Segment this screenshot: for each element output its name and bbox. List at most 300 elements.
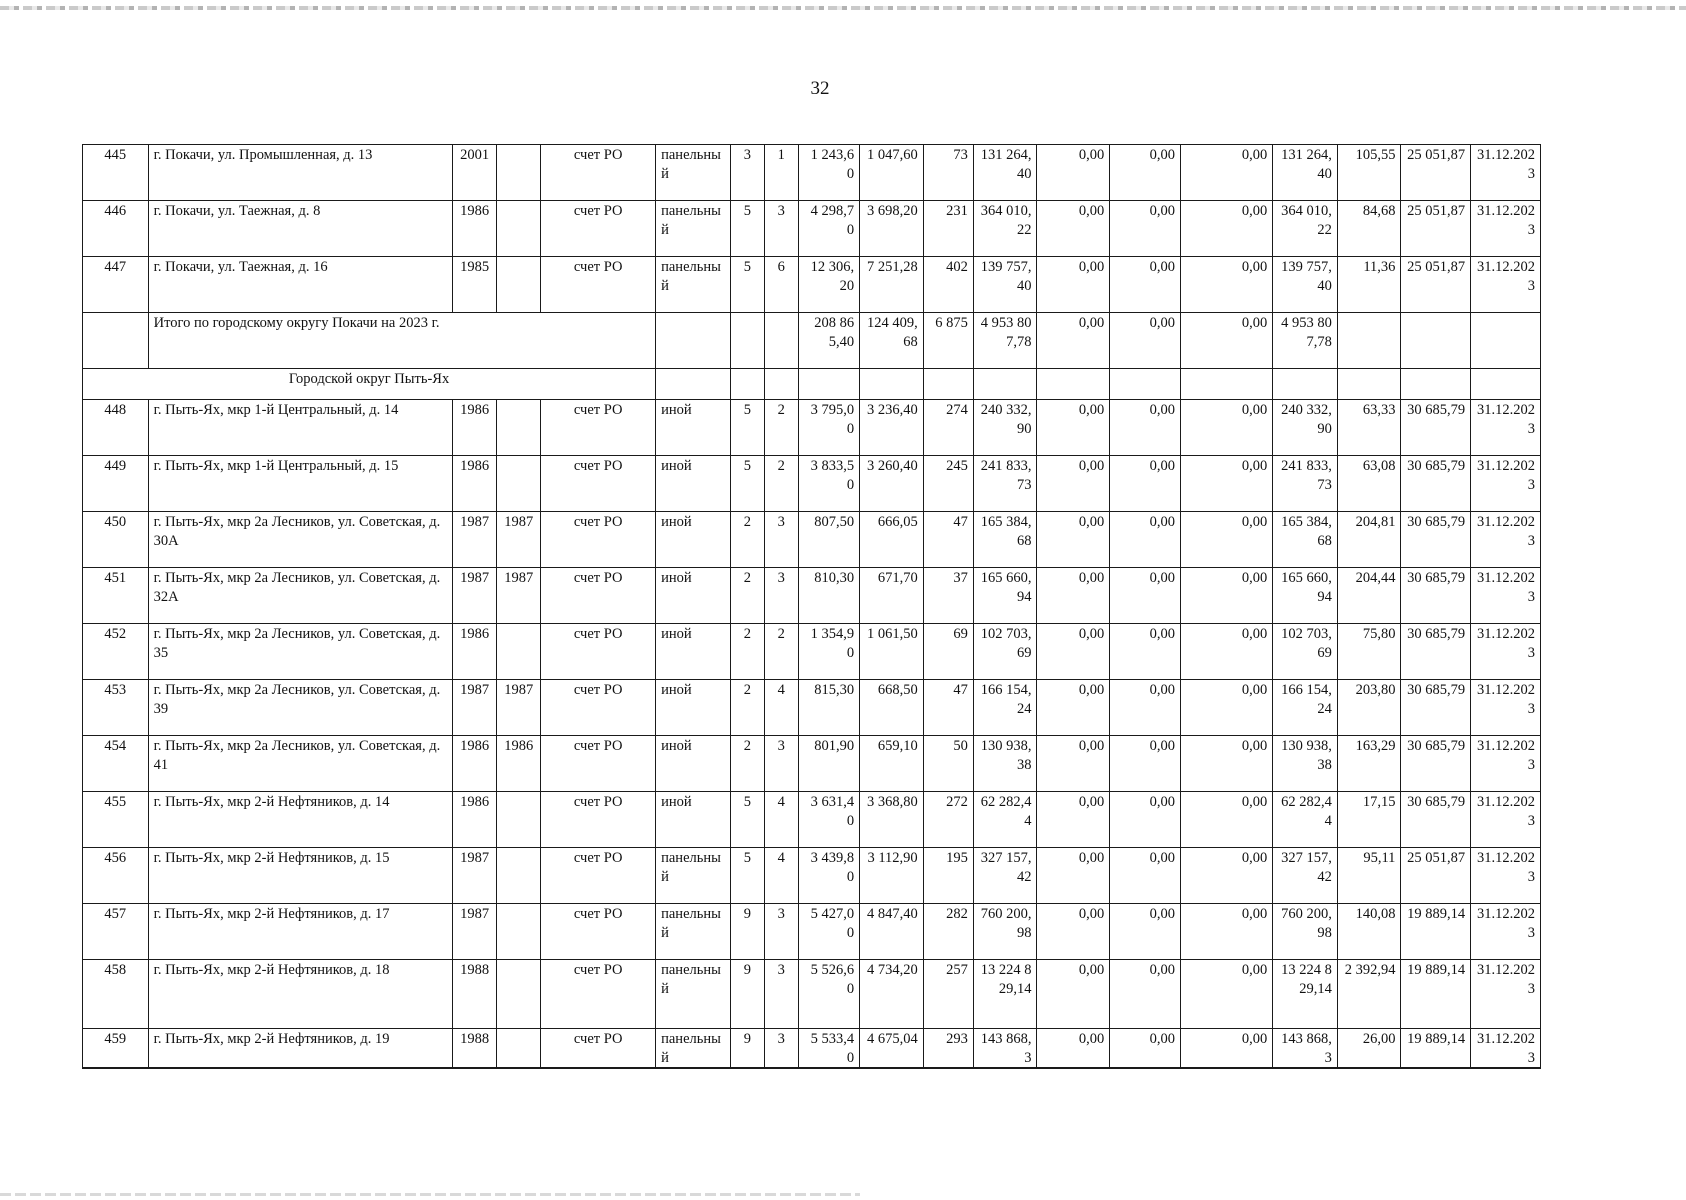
cell-residents: 274 (923, 400, 973, 456)
cell-entrances: 3 (764, 904, 798, 960)
cell-fund-local: 0,00 (1181, 145, 1273, 201)
cell-address: г. Пыть-Ях, мкр 2а Лесников, ул. Советская, д. 30А (148, 512, 453, 568)
cell-fund-federal: 0,00 (1037, 568, 1110, 624)
cell-fund-method: счет РО (541, 904, 656, 960)
cell-living-area: 7 251,28 (860, 257, 924, 313)
cell-total-area: 3 833,50 (798, 456, 860, 512)
cell-row-number: 448 (83, 400, 149, 456)
cell-fund-regional: 0,00 (1110, 512, 1181, 568)
cell-cost-per-m2: 140,08 (1337, 904, 1401, 960)
cell-entrances: 3 (764, 512, 798, 568)
cell-year-built: 1987 (453, 680, 497, 736)
subtotal-total-area: 208 865,40 (798, 313, 860, 369)
cell-fund-method: счет РО (541, 257, 656, 313)
cell-cost-total: 760 200,98 (973, 904, 1037, 960)
cell-fund-owners: 165 384,68 (1273, 512, 1338, 568)
cell-entrances: 4 (764, 848, 798, 904)
cell-empty (764, 313, 798, 369)
cell-cost-total: 165 660,94 (973, 568, 1037, 624)
cell-empty (1337, 313, 1401, 369)
cell-residents: 47 (923, 680, 973, 736)
cell-year-overhaul: 1986 (497, 736, 541, 792)
cell-address: г. Пыть-Ях, мкр 2-й Нефтяников, д. 15 (148, 848, 453, 904)
cell-living-area: 3 368,80 (860, 792, 924, 848)
cell-address: г. Покачи, ул. Таежная, д. 8 (148, 201, 453, 257)
cell-empty (1110, 369, 1181, 400)
subtotal-fund-federal: 0,00 (1037, 313, 1110, 369)
cell-year-overhaul (497, 456, 541, 512)
cell-cost-per-m2: 2 392,94 (1337, 960, 1401, 1029)
cell-empty (860, 369, 924, 400)
cell-living-area: 671,70 (860, 568, 924, 624)
cell-living-area: 3 698,20 (860, 201, 924, 257)
cell-entrances: 1 (764, 145, 798, 201)
cell-fund-local: 0,00 (1181, 456, 1273, 512)
cell-living-area: 3 236,40 (860, 400, 924, 456)
cell-limit-cost: 30 685,79 (1401, 400, 1471, 456)
cell-fund-local: 0,00 (1181, 736, 1273, 792)
cell-empty (923, 369, 973, 400)
cell-address: г. Пыть-Ях, мкр 2а Лесников, ул. Советская, д. 35 (148, 624, 453, 680)
cell-address: г. Пыть-Ях, мкр 1-й Центральный, д. 15 (148, 456, 453, 512)
table-row (83, 960, 1541, 1029)
cell-empty (1471, 313, 1541, 369)
cell-limit-cost: 19 889,14 (1401, 904, 1471, 960)
cell-fund-federal: 0,00 (1037, 904, 1110, 960)
cell-row-number: 453 (83, 680, 149, 736)
cell-wall-material: панельный (656, 960, 731, 1029)
cell-floors: 9 (730, 904, 764, 960)
cell-fund-method: счет РО (541, 400, 656, 456)
cell-residents: 231 (923, 201, 973, 257)
cell-limit-cost: 30 685,79 (1401, 456, 1471, 512)
cell-fund-owners: 241 833,73 (1273, 456, 1338, 512)
cell-cost-total: 240 332,90 (973, 400, 1037, 456)
cell-fund-federal: 0,00 (1037, 680, 1110, 736)
cell-wall-material: иной (656, 456, 731, 512)
cell-fund-owners: 102 703,69 (1273, 624, 1338, 680)
cell-floors: 9 (730, 1029, 764, 1069)
cell-fund-federal: 0,00 (1037, 400, 1110, 456)
cell-fund-method: счет РО (541, 680, 656, 736)
table-row (83, 1029, 1541, 1069)
cell-floors: 9 (730, 960, 764, 1029)
cell-empty (1181, 369, 1273, 400)
cell-fund-local: 0,00 (1181, 201, 1273, 257)
cell-year-built: 1986 (453, 400, 497, 456)
cell-fund-method: счет РО (541, 624, 656, 680)
cell-row-number: 445 (83, 145, 149, 201)
cell-fund-local: 0,00 (1181, 960, 1273, 1029)
cell-deadline: 31.12.2023 (1471, 568, 1541, 624)
cell-cost-per-m2: 17,15 (1337, 792, 1401, 848)
cell-cost-total: 102 703,69 (973, 624, 1037, 680)
cell-fund-federal: 0,00 (1037, 1029, 1110, 1069)
cell-limit-cost: 30 685,79 (1401, 736, 1471, 792)
cell-fund-federal: 0,00 (1037, 792, 1110, 848)
cell-total-area: 807,50 (798, 512, 860, 568)
cell-row-number: 454 (83, 736, 149, 792)
cell-total-area: 3 795,00 (798, 400, 860, 456)
cell-row-number: 452 (83, 624, 149, 680)
cell-row-number: 456 (83, 848, 149, 904)
cell-fund-regional: 0,00 (1110, 1029, 1181, 1069)
cell-fund-local: 0,00 (1181, 792, 1273, 848)
cell-fund-federal: 0,00 (1037, 201, 1110, 257)
cell-floors: 2 (730, 568, 764, 624)
cell-limit-cost: 30 685,79 (1401, 624, 1471, 680)
table-row (83, 400, 1541, 456)
cell-row-number: 455 (83, 792, 149, 848)
subtotal-cost-total: 4 953 807,78 (973, 313, 1037, 369)
cell-fund-local: 0,00 (1181, 624, 1273, 680)
cell-residents: 272 (923, 792, 973, 848)
cell-limit-cost: 19 889,14 (1401, 960, 1471, 1029)
cell-address: г. Пыть-Ях, мкр 2а Лесников, ул. Советская, д. 41 (148, 736, 453, 792)
cell-cost-per-m2: 105,55 (1337, 145, 1401, 201)
cell-cost-total: 131 264,40 (973, 145, 1037, 201)
cell-living-area: 4 675,04 (860, 1029, 924, 1069)
cell-floors: 5 (730, 848, 764, 904)
cell-entrances: 3 (764, 736, 798, 792)
subtotal-fund-local: 0,00 (1181, 313, 1273, 369)
cell-cost-per-m2: 26,00 (1337, 1029, 1401, 1069)
cell-year-built: 1988 (453, 960, 497, 1029)
cell-floors: 5 (730, 257, 764, 313)
cell-entrances: 2 (764, 400, 798, 456)
cell-floors: 5 (730, 400, 764, 456)
cell-limit-cost: 19 889,14 (1401, 1029, 1471, 1069)
cell-fund-federal: 0,00 (1037, 456, 1110, 512)
cell-year-overhaul (497, 201, 541, 257)
cell-wall-material: панельный (656, 848, 731, 904)
cell-cost-total: 130 938,38 (973, 736, 1037, 792)
cell-year-overhaul: 1987 (497, 512, 541, 568)
cell-wall-material: панельный (656, 145, 731, 201)
cell-wall-material: иной (656, 792, 731, 848)
cell-address: г. Покачи, ул. Промышленная, д. 13 (148, 145, 453, 201)
cell-cost-per-m2: 75,80 (1337, 624, 1401, 680)
cell-row-number: 458 (83, 960, 149, 1029)
cell-fund-owners: 166 154,24 (1273, 680, 1338, 736)
cell-residents: 195 (923, 848, 973, 904)
cell-wall-material: иной (656, 736, 731, 792)
cell-cost-total: 139 757,40 (973, 257, 1037, 313)
cell-empty (1337, 369, 1401, 400)
subtotal-residents: 6 875 (923, 313, 973, 369)
cell-total-area: 1 243,60 (798, 145, 860, 201)
cell-entrances: 6 (764, 257, 798, 313)
overhaul-registry-table (82, 144, 1541, 1069)
cell-residents: 47 (923, 512, 973, 568)
cell-fund-owners: 364 010,22 (1273, 201, 1338, 257)
table-row (83, 680, 1541, 736)
cell-cost-total: 165 384,68 (973, 512, 1037, 568)
cell-cost-per-m2: 95,11 (1337, 848, 1401, 904)
cell-cost-per-m2: 63,33 (1337, 400, 1401, 456)
cell-entrances: 4 (764, 680, 798, 736)
cell-residents: 69 (923, 624, 973, 680)
cell-year-built: 2001 (453, 145, 497, 201)
cell-fund-method: счет РО (541, 1029, 656, 1069)
cell-empty (1401, 369, 1471, 400)
cell-row-number: 446 (83, 201, 149, 257)
cell-fund-regional: 0,00 (1110, 848, 1181, 904)
cell-fund-local: 0,00 (1181, 400, 1273, 456)
cell-deadline: 31.12.2023 (1471, 201, 1541, 257)
cell-living-area: 4 734,20 (860, 960, 924, 1029)
cell-living-area: 3 260,40 (860, 456, 924, 512)
cell-year-built: 1987 (453, 848, 497, 904)
cell-fund-regional: 0,00 (1110, 257, 1181, 313)
cell-empty (973, 369, 1037, 400)
table-row (83, 848, 1541, 904)
cell-limit-cost: 30 685,79 (1401, 792, 1471, 848)
cell-limit-cost: 30 685,79 (1401, 512, 1471, 568)
cell-year-overhaul (497, 145, 541, 201)
cell-cost-total: 364 010,22 (973, 201, 1037, 257)
cell-row-number: 457 (83, 904, 149, 960)
cell-fund-regional: 0,00 (1110, 960, 1181, 1029)
cell-fund-regional: 0,00 (1110, 568, 1181, 624)
cell-residents: 257 (923, 960, 973, 1029)
district-header-row (83, 369, 1541, 400)
cell-wall-material: иной (656, 624, 731, 680)
cell-residents: 402 (923, 257, 973, 313)
cell-fund-owners: 131 264,40 (1273, 145, 1338, 201)
cell-year-overhaul (497, 1029, 541, 1069)
cell-residents: 73 (923, 145, 973, 201)
cell-year-built: 1987 (453, 512, 497, 568)
cell-total-area: 3 439,80 (798, 848, 860, 904)
cell-deadline: 31.12.2023 (1471, 456, 1541, 512)
table-row (83, 512, 1541, 568)
table-row (83, 568, 1541, 624)
cell-wall-material: иной (656, 400, 731, 456)
cell-wall-material: иной (656, 568, 731, 624)
cell-limit-cost: 30 685,79 (1401, 680, 1471, 736)
cell-floors: 3 (730, 145, 764, 201)
table-row (83, 145, 1541, 201)
cell-fund-local: 0,00 (1181, 680, 1273, 736)
cell-empty (1037, 369, 1110, 400)
cell-empty (1471, 369, 1541, 400)
table-row (83, 201, 1541, 257)
cell-residents: 282 (923, 904, 973, 960)
cell-year-built: 1986 (453, 624, 497, 680)
cell-row-number: 459 (83, 1029, 149, 1069)
cell-fund-regional: 0,00 (1110, 145, 1181, 201)
table-row (83, 624, 1541, 680)
cell-fund-method: счет РО (541, 736, 656, 792)
cell-year-built: 1986 (453, 736, 497, 792)
cell-empty (764, 369, 798, 400)
cell-cost-per-m2: 203,80 (1337, 680, 1401, 736)
cell-empty (83, 313, 149, 369)
cell-deadline: 31.12.2023 (1471, 792, 1541, 848)
cell-year-overhaul (497, 400, 541, 456)
cell-total-area: 815,30 (798, 680, 860, 736)
cell-year-built: 1988 (453, 1029, 497, 1069)
cell-year-overhaul (497, 792, 541, 848)
cell-wall-material: иной (656, 680, 731, 736)
cell-address: г. Пыть-Ях, мкр 2-й Нефтяников, д. 18 (148, 960, 453, 1029)
cell-deadline: 31.12.2023 (1471, 400, 1541, 456)
cell-deadline: 31.12.2023 (1471, 1029, 1541, 1069)
cell-wall-material: панельный (656, 904, 731, 960)
cell-total-area: 801,90 (798, 736, 860, 792)
cell-year-overhaul (497, 624, 541, 680)
cell-entrances: 2 (764, 456, 798, 512)
cell-fund-method: счет РО (541, 456, 656, 512)
cell-wall-material: панельный (656, 201, 731, 257)
cell-empty (656, 369, 731, 400)
cell-year-overhaul: 1987 (497, 568, 541, 624)
table-row (83, 904, 1541, 960)
cell-year-overhaul (497, 960, 541, 1029)
cell-fund-owners: 139 757,40 (1273, 257, 1338, 313)
cell-fund-federal: 0,00 (1037, 848, 1110, 904)
subtotal-row (83, 313, 1541, 369)
cell-cost-per-m2: 204,44 (1337, 568, 1401, 624)
cell-fund-local: 0,00 (1181, 257, 1273, 313)
cell-fund-regional: 0,00 (1110, 201, 1181, 257)
subtotal-fund-regional: 0,00 (1110, 313, 1181, 369)
cell-floors: 5 (730, 201, 764, 257)
cell-address: г. Пыть-Ях, мкр 1-й Центральный, д. 14 (148, 400, 453, 456)
cell-total-area: 810,30 (798, 568, 860, 624)
cell-address: г. Пыть-Ях, мкр 2-й Нефтяников, д. 17 (148, 904, 453, 960)
cell-total-area: 5 427,00 (798, 904, 860, 960)
cell-row-number: 450 (83, 512, 149, 568)
cell-cost-total: 166 154,24 (973, 680, 1037, 736)
cell-cost-per-m2: 63,08 (1337, 456, 1401, 512)
cell-fund-local: 0,00 (1181, 848, 1273, 904)
cell-fund-regional: 0,00 (1110, 624, 1181, 680)
cell-address: г. Пыть-Ях, мкр 2-й Нефтяников, д. 19 (148, 1029, 453, 1069)
subtotal-label: Итого по городскому округу Покачи на 2023 г. (148, 313, 656, 369)
cell-wall-material: панельный (656, 1029, 731, 1069)
cell-fund-method: счет РО (541, 145, 656, 201)
cell-wall-material: иной (656, 512, 731, 568)
cell-fund-regional: 0,00 (1110, 680, 1181, 736)
cell-fund-owners: 165 660,94 (1273, 568, 1338, 624)
cell-deadline: 31.12.2023 (1471, 904, 1541, 960)
cell-fund-owners: 240 332,90 (1273, 400, 1338, 456)
table-row (83, 257, 1541, 313)
cell-year-overhaul (497, 257, 541, 313)
cell-fund-method: счет РО (541, 568, 656, 624)
cell-total-area: 5 533,40 (798, 1029, 860, 1069)
district-label: Городской округ Пыть-Ях (83, 369, 656, 400)
cell-cost-total: 13 224 829,14 (973, 960, 1037, 1029)
cell-cost-per-m2: 84,68 (1337, 201, 1401, 257)
cell-cost-total: 143 868,3 (973, 1029, 1037, 1069)
cell-fund-federal: 0,00 (1037, 736, 1110, 792)
cell-empty (1401, 313, 1471, 369)
cell-fund-owners: 13 224 829,14 (1273, 960, 1338, 1029)
cell-fund-local: 0,00 (1181, 1029, 1273, 1069)
cell-living-area: 668,50 (860, 680, 924, 736)
cell-deadline: 31.12.2023 (1471, 680, 1541, 736)
cell-deadline: 31.12.2023 (1471, 848, 1541, 904)
cell-fund-owners: 130 938,38 (1273, 736, 1338, 792)
cell-deadline: 31.12.2023 (1471, 624, 1541, 680)
cell-living-area: 4 847,40 (860, 904, 924, 960)
cell-year-built: 1987 (453, 568, 497, 624)
cell-year-built: 1985 (453, 257, 497, 313)
cell-year-overhaul: 1987 (497, 680, 541, 736)
cell-entrances: 3 (764, 568, 798, 624)
cell-total-area: 1 354,90 (798, 624, 860, 680)
cell-fund-method: счет РО (541, 201, 656, 257)
cell-address: г. Пыть-Ях, мкр 2-й Нефтяников, д. 14 (148, 792, 453, 848)
cell-empty (1273, 369, 1338, 400)
cell-fund-federal: 0,00 (1037, 145, 1110, 201)
cell-fund-owners: 327 157,42 (1273, 848, 1338, 904)
cell-row-number: 451 (83, 568, 149, 624)
cell-deadline: 31.12.2023 (1471, 736, 1541, 792)
cell-floors: 2 (730, 512, 764, 568)
cell-deadline: 31.12.2023 (1471, 512, 1541, 568)
cell-entrances: 3 (764, 960, 798, 1029)
cell-fund-local: 0,00 (1181, 568, 1273, 624)
cell-cost-total: 327 157,42 (973, 848, 1037, 904)
cell-limit-cost: 25 051,87 (1401, 257, 1471, 313)
cell-residents: 245 (923, 456, 973, 512)
cell-fund-owners: 760 200,98 (1273, 904, 1338, 960)
cell-fund-local: 0,00 (1181, 512, 1273, 568)
cell-floors: 5 (730, 456, 764, 512)
cell-limit-cost: 25 051,87 (1401, 145, 1471, 201)
cell-year-built: 1986 (453, 792, 497, 848)
cell-address: г. Покачи, ул. Таежная, д. 16 (148, 257, 453, 313)
cell-row-number: 447 (83, 257, 149, 313)
cell-fund-method: счет РО (541, 848, 656, 904)
cell-entrances: 3 (764, 201, 798, 257)
cell-empty (798, 369, 860, 400)
cell-limit-cost: 25 051,87 (1401, 848, 1471, 904)
cell-living-area: 1 061,50 (860, 624, 924, 680)
subtotal-living-area: 124 409,68 (860, 313, 924, 369)
cell-total-area: 5 526,60 (798, 960, 860, 1029)
cell-fund-federal: 0,00 (1037, 512, 1110, 568)
cell-floors: 2 (730, 624, 764, 680)
cell-living-area: 1 047,60 (860, 145, 924, 201)
cell-year-built: 1987 (453, 904, 497, 960)
cell-total-area: 12 306,20 (798, 257, 860, 313)
cell-year-overhaul (497, 904, 541, 960)
cell-empty (730, 369, 764, 400)
cell-fund-regional: 0,00 (1110, 736, 1181, 792)
cell-limit-cost: 30 685,79 (1401, 568, 1471, 624)
cell-floors: 5 (730, 792, 764, 848)
cell-total-area: 4 298,70 (798, 201, 860, 257)
cell-floors: 2 (730, 680, 764, 736)
cell-residents: 293 (923, 1029, 973, 1069)
cell-fund-owners: 62 282,44 (1273, 792, 1338, 848)
cell-cost-total: 241 833,73 (973, 456, 1037, 512)
cell-cost-per-m2: 163,29 (1337, 736, 1401, 792)
cell-living-area: 659,10 (860, 736, 924, 792)
cell-year-built: 1986 (453, 456, 497, 512)
cell-deadline: 31.12.2023 (1471, 960, 1541, 1029)
cell-fund-owners: 143 868,3 (1273, 1029, 1338, 1069)
cell-fund-federal: 0,00 (1037, 257, 1110, 313)
subtotal-fund-owners: 4 953 807,78 (1273, 313, 1338, 369)
cell-wall-material: панельный (656, 257, 731, 313)
cell-fund-method: счет РО (541, 792, 656, 848)
